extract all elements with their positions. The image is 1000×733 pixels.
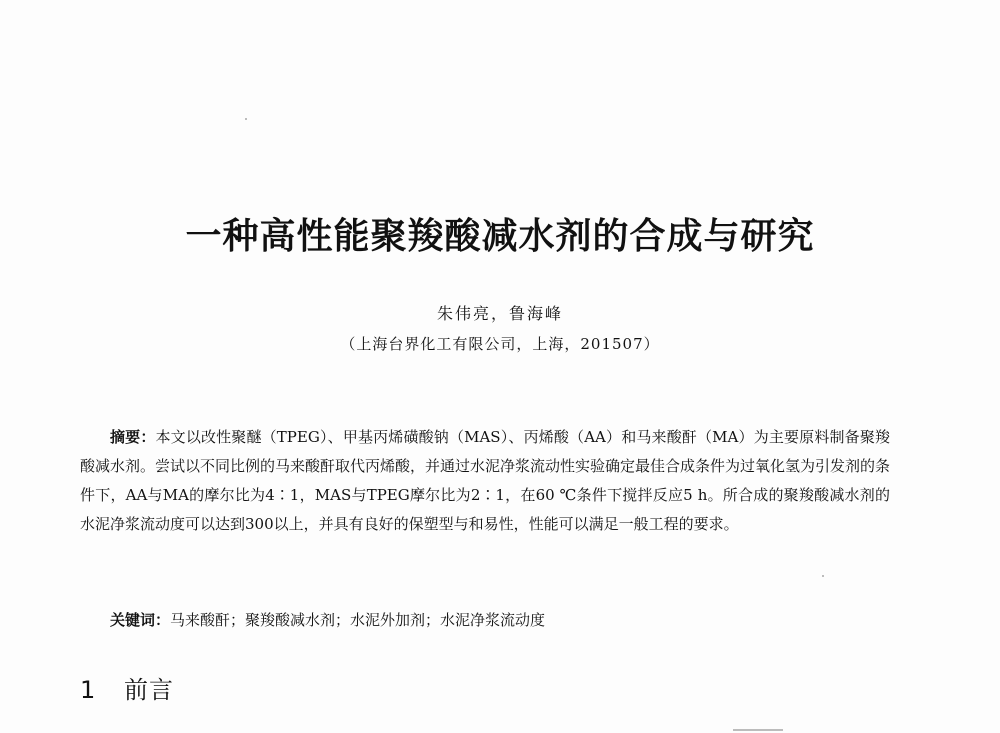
keywords-text: 马来酸酐；聚羧酸减水剂；水泥外加剂；水泥净浆流动度	[170, 611, 546, 629]
paper-title: 一种高性能聚羧酸减水剂的合成与研究	[185, 215, 815, 257]
scan-speck	[822, 575, 824, 577]
keywords-paragraph	[80, 606, 890, 635]
abstract-label: 摘要：	[110, 428, 156, 446]
paper-affiliation: （上海台界化工有限公司，上海，201507）	[340, 335, 660, 353]
section-number: 1	[80, 676, 97, 704]
section-title: 前言	[124, 676, 174, 704]
section-heading	[80, 670, 174, 705]
abstract-text: 本文以改性聚醚（TPEG）、甲基丙烯磺酸钠（MAS）、丙烯酸（AA）和马来酸酐（MA）为主要原料制备聚羧酸减水剂。尝试以不同比例的马来酸酐取代丙烯酸，并通过水泥净浆流动性实验确定最佳合成条件为过氧化氢为引发剂的条件下，AA与MA的摩尔比为4∶1，MAS与TPEG摩尔比为2∶1，在60 ℃条件下搅拌反应5 h。所合成的聚羧酸减水剂的水泥净浆流动度可以达到300以上，并具有良好的保塑型与和易性，性能可以满足一般工程的要求。	[80, 428, 891, 533]
scan-speck	[733, 729, 783, 731]
paper-authors: 朱伟亮，鲁海峰	[436, 304, 563, 323]
keywords-label: 关键词：	[110, 611, 171, 629]
abstract-paragraph	[80, 423, 890, 539]
scan-speck	[245, 118, 247, 120]
